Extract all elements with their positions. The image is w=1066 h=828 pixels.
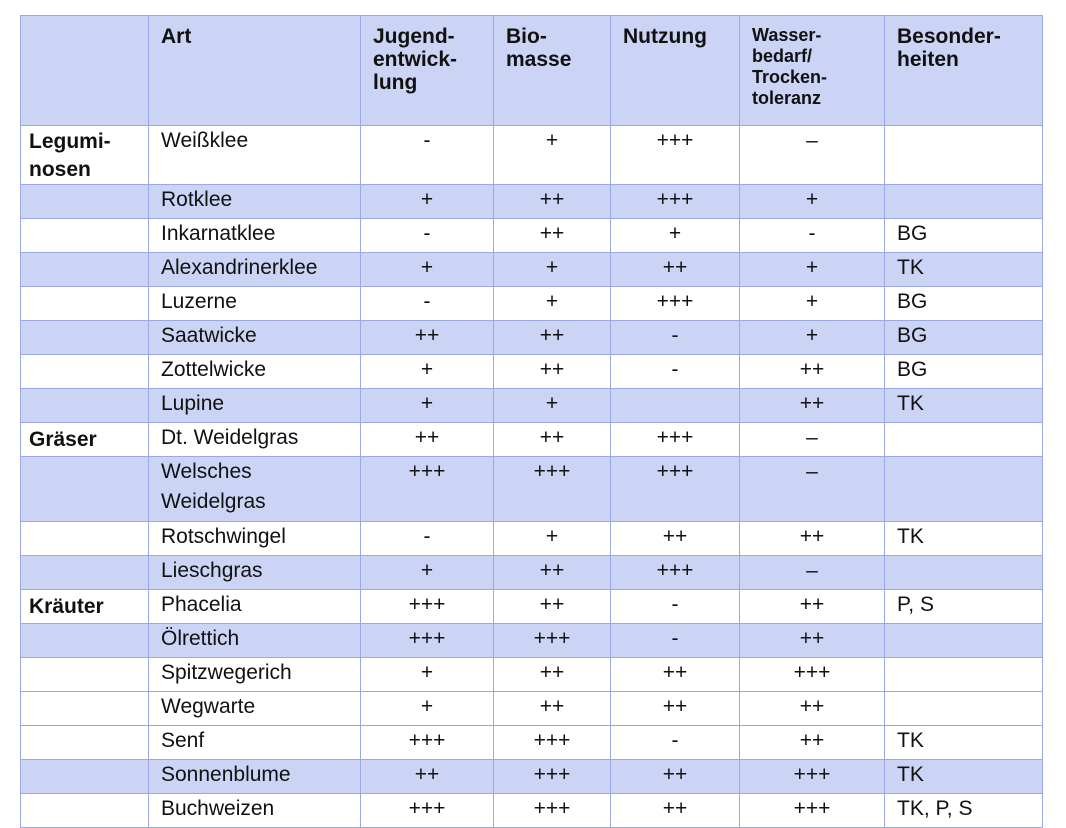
group-label: Legumi- (29, 130, 111, 153)
group-cell (21, 126, 149, 185)
wasser-cell: ++ (740, 590, 885, 624)
besonderheiten-cell (885, 457, 1043, 522)
table-row (21, 726, 1043, 760)
header-besonderheiten (885, 16, 1043, 126)
art-name: Wegwarte (161, 695, 256, 718)
wasser-cell: ++ (740, 522, 885, 556)
besonderheiten-cell (885, 624, 1043, 658)
biomasse-cell: ++ (494, 658, 611, 692)
besonderheiten-cell: BG (885, 355, 1043, 389)
art-name: Buchweizen (161, 797, 275, 820)
jugend-cell: + (361, 355, 494, 389)
header-wasserbedarf (740, 16, 885, 126)
art-name: Sonnenblume (161, 763, 291, 786)
besonderheiten-cell (885, 185, 1043, 219)
group-cell (21, 794, 149, 828)
wasser-cell: +++ (740, 760, 885, 794)
art-cell (149, 389, 361, 423)
art-cell (149, 794, 361, 828)
biomasse-cell: + (494, 253, 611, 287)
table-row (21, 126, 1043, 185)
table-row (21, 355, 1043, 389)
header-line: Jugend- (373, 25, 455, 48)
table-row (21, 760, 1043, 794)
wasser-cell: ++ (740, 355, 885, 389)
nutzung-cell: +++ (611, 556, 740, 590)
jugend-cell: ++ (361, 423, 494, 457)
wasser-cell: – (740, 126, 885, 185)
biomasse-cell: +++ (494, 624, 611, 658)
wasser-cell: ++ (740, 692, 885, 726)
header-line: toleranz (752, 88, 822, 108)
group-cell (21, 457, 149, 522)
table-row (21, 457, 1043, 522)
jugend-cell: +++ (361, 624, 494, 658)
wasser-cell: +++ (740, 658, 885, 692)
plant-comparison-table (20, 15, 1043, 828)
nutzung-cell: +++ (611, 287, 740, 321)
nutzung-cell: ++ (611, 692, 740, 726)
wasser-cell: ++ (740, 624, 885, 658)
jugend-cell: - (361, 522, 494, 556)
biomasse-cell: ++ (494, 355, 611, 389)
header-line: lung (373, 71, 418, 94)
group-cell (21, 658, 149, 692)
table-row (21, 624, 1043, 658)
besonderheiten-cell (885, 556, 1043, 590)
jugend-cell: +++ (361, 726, 494, 760)
header-line: entwick- (373, 48, 458, 71)
art-name: Weißklee (161, 129, 249, 152)
jugend-cell: - (361, 219, 494, 253)
besonderheiten-cell (885, 126, 1043, 185)
art-cell (149, 590, 361, 624)
art-cell (149, 253, 361, 287)
group-cell (21, 522, 149, 556)
header-biomasse (494, 16, 611, 126)
biomasse-cell: +++ (494, 794, 611, 828)
group-label: nosen (29, 158, 91, 181)
table-row (21, 794, 1043, 828)
biomasse-cell: ++ (494, 321, 611, 355)
biomasse-cell: ++ (494, 219, 611, 253)
besonderheiten-cell: TK (885, 760, 1043, 794)
biomasse-cell: ++ (494, 556, 611, 590)
besonderheiten-cell: BG (885, 321, 1043, 355)
besonderheiten-cell: BG (885, 287, 1043, 321)
art-name: Rotschwingel (161, 525, 286, 548)
header-group (21, 16, 149, 126)
besonderheiten-cell (885, 692, 1043, 726)
jugend-cell: +++ (361, 590, 494, 624)
nutzung-cell: +++ (611, 185, 740, 219)
table-row (21, 253, 1043, 287)
art-name: Alexandrinerklee (161, 256, 318, 279)
art-name: Rotklee (161, 188, 233, 211)
nutzung-cell: +++ (611, 423, 740, 457)
header-art: Art (149, 16, 361, 126)
wasser-cell: +++ (740, 794, 885, 828)
header-line: Bio- (506, 25, 547, 48)
wasser-cell: – (740, 457, 885, 522)
group-cell (21, 556, 149, 590)
besonderheiten-cell (885, 423, 1043, 457)
nutzung-cell: ++ (611, 794, 740, 828)
jugend-cell: + (361, 253, 494, 287)
group-cell (21, 185, 149, 219)
art-cell (149, 185, 361, 219)
nutzung-cell: ++ (611, 253, 740, 287)
art-cell (149, 457, 361, 522)
table-row (21, 287, 1043, 321)
art-name: Spitzwegerich (161, 661, 292, 684)
wasser-cell: – (740, 556, 885, 590)
table-row (21, 590, 1043, 624)
table-row (21, 423, 1043, 457)
nutzung-cell: ++ (611, 760, 740, 794)
header-nutzung: Nutzung (611, 16, 740, 126)
nutzung-cell: ++ (611, 658, 740, 692)
nutzung-cell: + (611, 219, 740, 253)
header-line: bedarf/ (752, 46, 813, 66)
wasser-cell: + (740, 253, 885, 287)
art-cell (149, 355, 361, 389)
art-name: Lieschgras (161, 559, 263, 582)
table-row (21, 389, 1043, 423)
art-cell (149, 423, 361, 457)
table-row (21, 185, 1043, 219)
jugend-cell: + (361, 389, 494, 423)
jugend-cell: + (361, 185, 494, 219)
group-cell (21, 726, 149, 760)
besonderheiten-cell (885, 658, 1043, 692)
header-line: Trocken- (752, 67, 828, 87)
group-cell (21, 219, 149, 253)
biomasse-cell: +++ (494, 726, 611, 760)
art-cell (149, 556, 361, 590)
art-cell (149, 692, 361, 726)
group-cell (21, 590, 149, 624)
biomasse-cell: ++ (494, 423, 611, 457)
wasser-cell: – (740, 423, 885, 457)
art-name: Dt. Weidelgras (161, 426, 299, 449)
group-cell (21, 624, 149, 658)
art-name: Phacelia (161, 593, 242, 616)
art-cell (149, 658, 361, 692)
nutzung-cell (611, 389, 740, 423)
art-cell (149, 624, 361, 658)
table-row (21, 219, 1043, 253)
header-line: masse (506, 48, 572, 71)
art-name: Saatwicke (161, 324, 257, 347)
besonderheiten-cell: TK, P, S (885, 794, 1043, 828)
nutzung-cell: ++ (611, 522, 740, 556)
besonderheiten-cell: TK (885, 253, 1043, 287)
nutzung-cell: - (611, 321, 740, 355)
wasser-cell: + (740, 321, 885, 355)
wasser-cell: + (740, 287, 885, 321)
art-name: Luzerne (161, 290, 237, 313)
header-line: Besonder- (897, 25, 1001, 48)
biomasse-cell: + (494, 522, 611, 556)
biomasse-cell: + (494, 389, 611, 423)
art-cell (149, 726, 361, 760)
art-name: Zottelwicke (161, 358, 267, 381)
group-cell (21, 423, 149, 457)
group-cell (21, 389, 149, 423)
nutzung-cell: - (611, 624, 740, 658)
biomasse-cell: ++ (494, 692, 611, 726)
wasser-cell: ++ (740, 726, 885, 760)
art-cell (149, 219, 361, 253)
wasser-cell: ++ (740, 389, 885, 423)
jugend-cell: + (361, 556, 494, 590)
art-name: Lupine (161, 392, 225, 415)
header-line: Wasser- (752, 25, 822, 45)
besonderheiten-cell: TK (885, 389, 1043, 423)
group-cell (21, 253, 149, 287)
art-cell (149, 321, 361, 355)
besonderheiten-cell: TK (885, 522, 1043, 556)
group-cell (21, 287, 149, 321)
group-cell (21, 321, 149, 355)
group-cell (21, 692, 149, 726)
biomasse-cell: + (494, 287, 611, 321)
jugend-cell: ++ (361, 321, 494, 355)
art-cell (149, 287, 361, 321)
besonderheiten-cell: TK (885, 726, 1043, 760)
nutzung-cell: - (611, 355, 740, 389)
nutzung-cell: +++ (611, 126, 740, 185)
table-row (21, 658, 1043, 692)
biomasse-cell: ++ (494, 185, 611, 219)
nutzung-cell: +++ (611, 457, 740, 522)
wasser-cell: + (740, 185, 885, 219)
group-label: Gräser (29, 428, 97, 451)
group-cell (21, 355, 149, 389)
jugend-cell: - (361, 126, 494, 185)
biomasse-cell: ++ (494, 590, 611, 624)
art-cell (149, 760, 361, 794)
art-name: Inkarnatklee (161, 222, 276, 245)
table-row (21, 692, 1043, 726)
table-row (21, 522, 1043, 556)
jugend-cell: + (361, 692, 494, 726)
nutzung-cell: - (611, 726, 740, 760)
jugend-cell: + (361, 658, 494, 692)
group-cell (21, 760, 149, 794)
header-line: heiten (897, 48, 959, 71)
table-row (21, 556, 1043, 590)
biomasse-cell: +++ (494, 457, 611, 522)
art-cell (149, 522, 361, 556)
jugend-cell: - (361, 287, 494, 321)
header-jugendentwicklung (361, 16, 494, 126)
art-name: Weidelgras (161, 490, 266, 513)
art-name: Welsches (161, 460, 252, 483)
besonderheiten-cell: BG (885, 219, 1043, 253)
group-label: Kräuter (29, 595, 104, 618)
table-body (21, 126, 1043, 828)
art-cell (149, 126, 361, 185)
art-name: Ölrettich (161, 627, 240, 650)
header-row (21, 16, 1043, 126)
art-name: Senf (161, 729, 205, 752)
table-row (21, 321, 1043, 355)
nutzung-cell: - (611, 590, 740, 624)
jugend-cell: +++ (361, 794, 494, 828)
jugend-cell: ++ (361, 760, 494, 794)
biomasse-cell: +++ (494, 760, 611, 794)
jugend-cell: +++ (361, 457, 494, 522)
besonderheiten-cell: P, S (885, 590, 1043, 624)
wasser-cell: - (740, 219, 885, 253)
biomasse-cell: + (494, 126, 611, 185)
